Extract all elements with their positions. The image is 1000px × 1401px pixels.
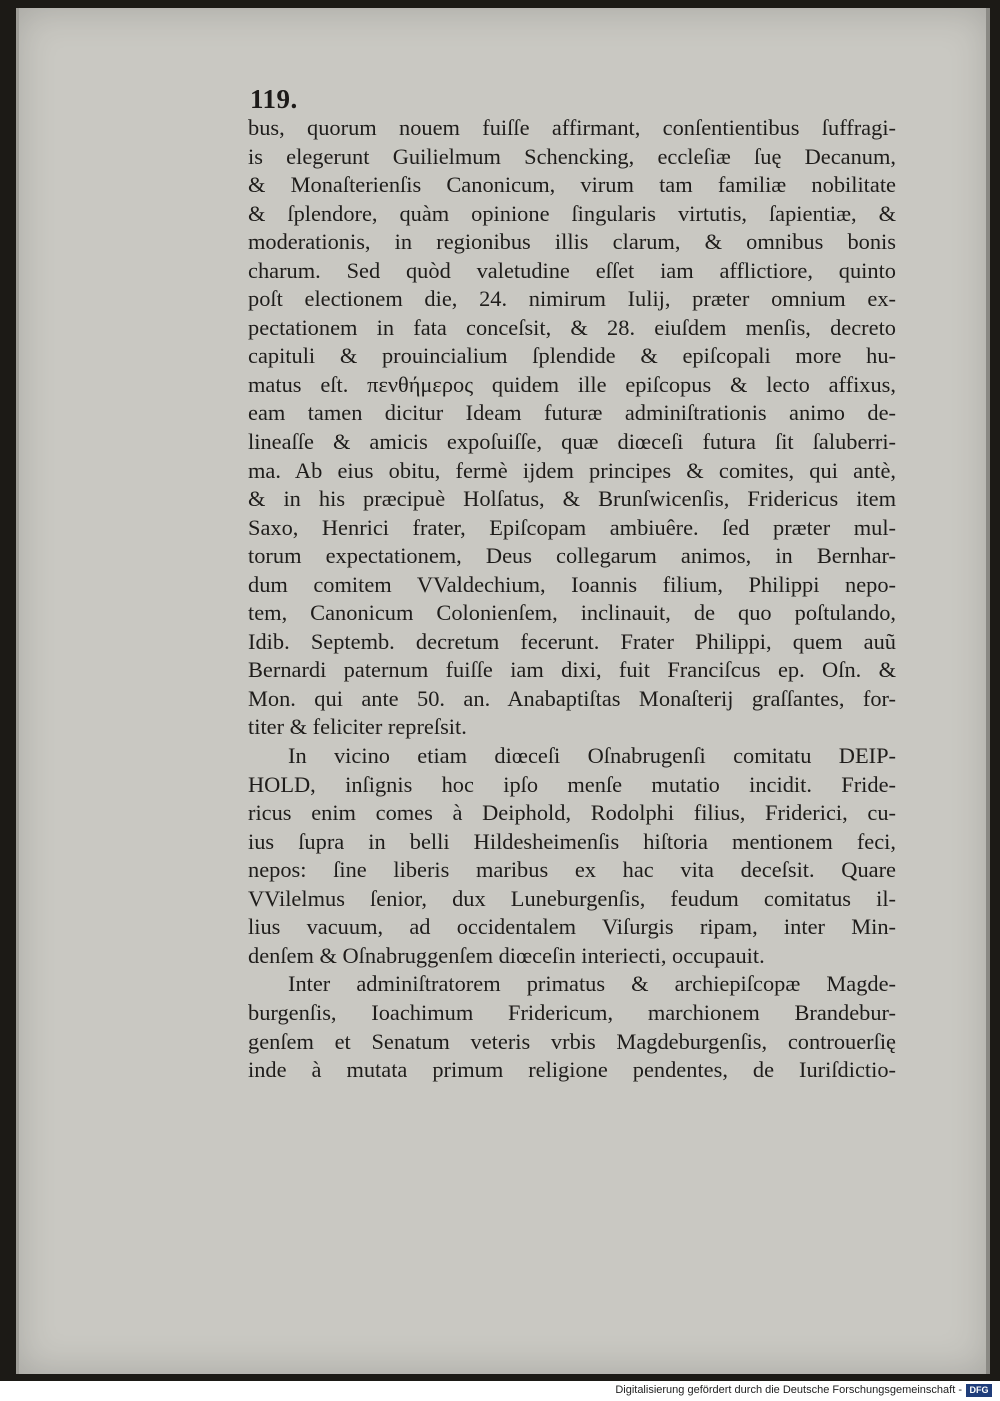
body-text bbox=[248, 114, 896, 1085]
text-line: & ſplendore, quàm opinione ſingularis virtutis, ſapientiæ, & bbox=[248, 200, 896, 226]
text-line: pectationem in fata conceſsit, & 28. eiuſdem menſis, decreto bbox=[248, 314, 896, 340]
text-line: bus, quorum nouem fuiſſe affirmant, conſentientibus ſuffragi- bbox=[248, 115, 896, 140]
text-line: HOLD, inſignis hoc ipſo menſe mutatio incidit. Fride- bbox=[248, 771, 896, 797]
text-line: ricus enim comes à Deiphold, Rodolphi filius, Friderici, cu- bbox=[248, 800, 896, 826]
text-line: is elegerunt Guilielmum Schencking, eccleſiæ ſuę Decanum, bbox=[248, 143, 896, 169]
text-line: denſem & Oſnabruggenſem diœceſin interiecti, occupauit. bbox=[248, 942, 765, 968]
funding-credit: Digitalisierung gefördert durch die Deutsche Forschungsgemeinschaft - bbox=[615, 1384, 962, 1396]
text-line: poſt electionem die, 24. nimirum Iulij, præter omnium ex- bbox=[248, 286, 896, 312]
text-line: Inter adminiſtratorem primatus & archiepiſcopæ Magde- bbox=[288, 971, 896, 997]
text-line: inde à mutata primum religione pendentes, de Iuriſdictio- bbox=[248, 1057, 896, 1083]
text-line: & Monaſterienſis Canonicum, virum tam familiæ nobilitate bbox=[248, 172, 896, 198]
text-line: & in his præcipuè Holſatus, & Brunſwicenſis, Fridericus item bbox=[248, 486, 896, 512]
text-line: charum. Sed quòd valetudine eſſet iam afflictiore, quinto bbox=[248, 257, 896, 283]
page-number: 119. bbox=[250, 84, 298, 114]
text-line: lineaſſe & amicis expoſuiſſe, quæ diœceſi futura ſit ſaluberri- bbox=[248, 429, 896, 455]
text-line: In vicino etiam diœceſi Oſnabrugenſi comitatu DEIP- bbox=[288, 743, 896, 769]
text-line: eam tamen dicitur Ideam futuræ adminiſtrationis animo de- bbox=[248, 400, 896, 426]
dfg-logo: DFG bbox=[966, 1384, 992, 1397]
page-edge-left bbox=[16, 8, 19, 1374]
text-line: Idib. Septemb. decretum fecerunt. Frater Philippi, quem auũ bbox=[248, 628, 896, 654]
text-line: ma. Ab eius obitu, fermè ijdem principes & comites, qui antè, bbox=[248, 457, 896, 483]
text-line: Saxo, Henrici frater, Epiſcopam ambiuêre. ſed præter mul- bbox=[248, 514, 896, 540]
text-line: VVilelmus ſenior, dux Luneburgenſis, feudum comitatus il- bbox=[248, 885, 896, 911]
text-line: moderationis, in regionibus illis clarum, & omnibus bonis bbox=[248, 229, 896, 255]
text-line: Mon. qui ante 50. an. Anabaptiſtas Monaſterij graſſantes, for- bbox=[248, 685, 896, 711]
text-line: dum comitem VValdechium, Ioannis filium, Philippi nepo- bbox=[248, 571, 896, 597]
text-line: titer & feliciter repreſsit. bbox=[248, 714, 467, 740]
text-line: capituli & prouincialium ſplendide & epiſcopali more hu- bbox=[248, 343, 896, 369]
text-line: lius vacuum, ad occidentalem Viſurgis ripam, inter Min- bbox=[248, 914, 896, 940]
text-line: burgenſis, Ioachimum Fridericum, marchionem Brandebur- bbox=[248, 999, 896, 1025]
text-line: Bernardi paternum fuiſſe iam dixi, fuit Franciſcus ep. Oſn. & bbox=[248, 657, 896, 683]
text-line: genſem et Senatum veteris vrbis Magdeburgenſis, controuerſię bbox=[248, 1028, 896, 1054]
text-line: ius ſupra in belli Hildesheimenſis hiſtoria mentionem feci, bbox=[248, 828, 896, 854]
text-line: torum expectationem, Deus collegarum animos, in Bernhar- bbox=[248, 543, 896, 569]
page-edge-right bbox=[986, 8, 990, 1374]
text-line: matus eſt. πενθήμερος quidem ille epiſcopus & lecto affixus, bbox=[248, 371, 896, 397]
text-line: nepos: ſine liberis maribus ex hac vita deceſsit. Quare bbox=[248, 857, 896, 883]
text-line: tem, Canonicum Colonienſem, inclinauit, de quo poſtulando, bbox=[248, 600, 896, 626]
